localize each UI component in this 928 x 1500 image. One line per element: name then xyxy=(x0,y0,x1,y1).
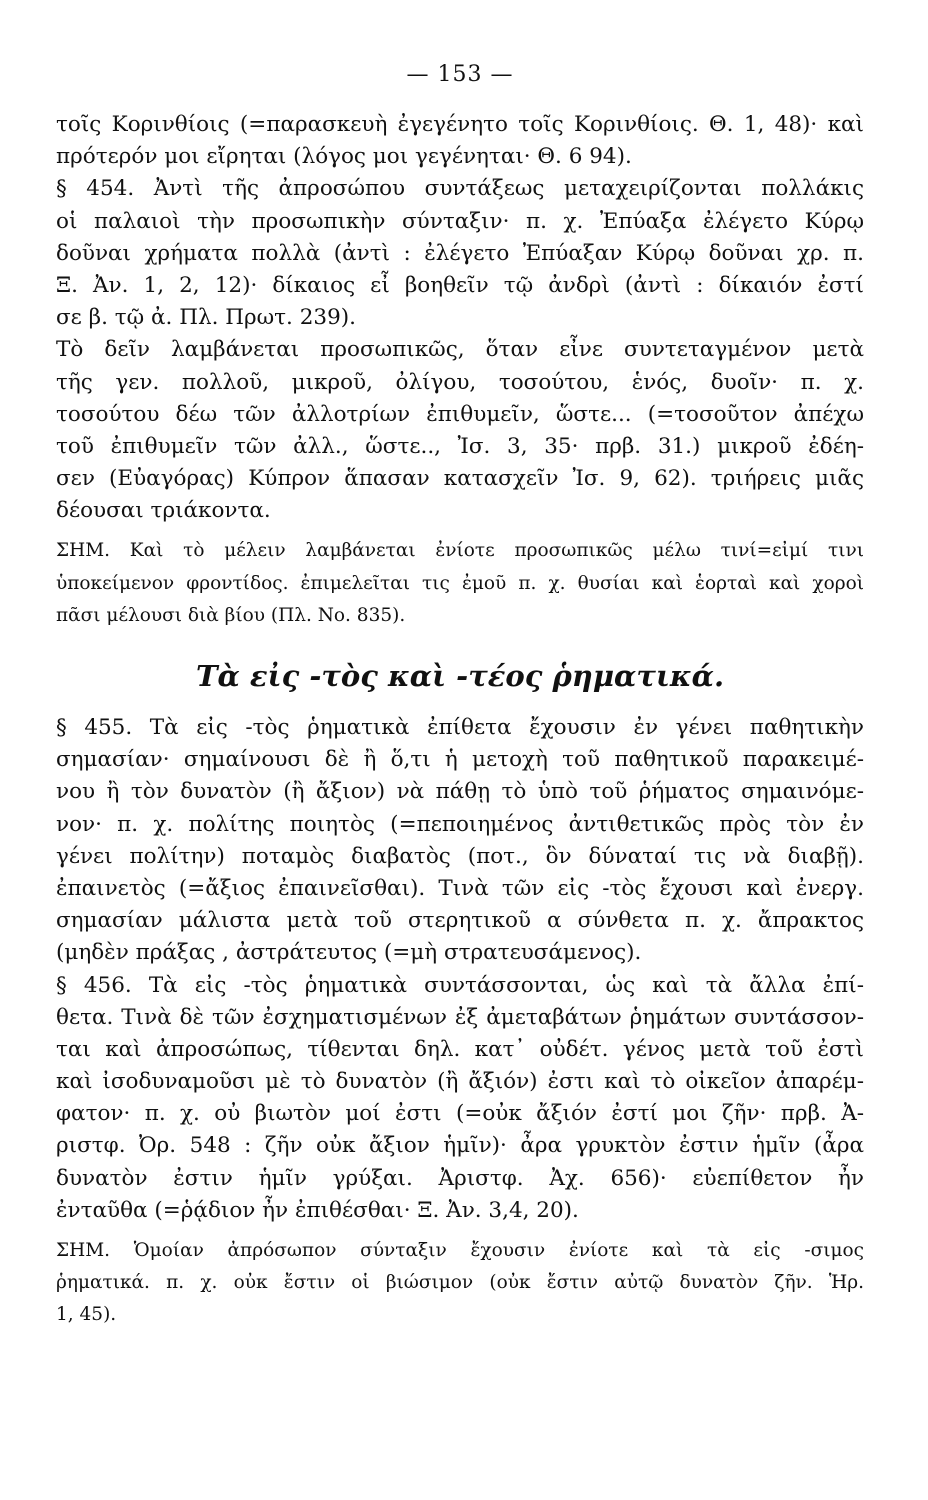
text-line: § 456. Τὰ εἰς -τὸς ῥηματικὰ συντάσσονται, ὡς καὶ τὰ ἄλλα ἐπί- xyxy=(56,972,864,998)
section-heading: Τὰ εἰς -τὸς καὶ -τέος ῥηματικά. xyxy=(195,659,725,693)
text-line: § 455. Τὰ εἰς -τὸς ῥηματικὰ ἐπίθετα ἔχουσιν ἐν γένει παθητικὴν xyxy=(56,715,864,740)
section-455 xyxy=(56,712,864,970)
text-line: νον· π. χ. πολίτης ποιητὸς (=πεποιημένος ἀντιθετικῶς πρὸς τὸν ἐν xyxy=(56,811,864,837)
text-line: πρότερόν μοι εἴρηται (λόγος μοι γεγένηται· Θ. 6 94). xyxy=(56,144,632,170)
note-line: ΣΗΜ. Ὁμοίαν ἀπρόσωπον σύνταξιν ἔχουσιν ἐνίοτε καὶ τὰ εἰς -σιμος xyxy=(56,1240,864,1261)
text-line: δοῦναι χρήματα πολλὰ (ἀντὶ : ἐλέγετο Ἐπύαξαν Κύρῳ δοῦναι χρ. π. xyxy=(56,240,864,266)
text-line: γένει πολίτην) ποταμὸς διαβατὸς (ποτ., ὃν δύναταί τις νὰ διαβῇ). xyxy=(56,843,864,869)
text-line: θετα. Τινὰ δὲ τῶν ἐσχηματισμένων ἐξ ἀμεταβάτων ῥημάτων συντάσσον- xyxy=(56,1004,864,1030)
page-number: — 153 — xyxy=(406,62,514,87)
text-line: ἐπαινετὸς (=ἄξιος ἐπαινεῖσθαι). Τινὰ τῶν εἰς -τὸς ἔχουσι καὶ ἐνεργ. xyxy=(56,875,864,901)
note-line: ὑποκείμενον φροντίδος. ἐπιμελεῖται τις ἐμοῦ π. χ. θυσίαι καὶ ἑορταὶ καὶ χοροὶ xyxy=(56,572,864,594)
text-line: σημασίαν· σημαίνουσι δὲ ἢ ὅ,τι ἡ μετοχὴ τοῦ παθητικοῦ παρακειμέ- xyxy=(56,747,864,773)
note-line: πᾶσι μέλουσι διὰ βίου (Πλ. Νο. 835). xyxy=(56,604,406,626)
text-line: δυνατὸν ἐστιν ἡμῖν γρύξαι. Ἀριστφ. Ἀχ. 656)· εὐεπίθετον ἦν xyxy=(56,1165,864,1191)
text-line: ται καὶ ἀπροσώπως, τίθενται δηλ. κατ᾽ οὐδέτ. γένος μετὰ τοῦ ἐστὶ xyxy=(56,1036,864,1062)
text-line: νου ἢ τὸν δυνατὸν (ἢ ἄξιον) νὰ πάθῃ τὸ ὑπὸ τοῦ ῥήματος σημαινόμε- xyxy=(56,779,864,805)
paragraph-dein xyxy=(56,334,864,527)
note-melein xyxy=(56,535,864,632)
text-line: σημασίαν μάλιστα μετὰ τοῦ στερητικοῦ α σύνθετα π. χ. ἄπρακτος xyxy=(56,908,864,934)
text-line: οἱ παλαιοὶ τὴν προσωπικὴν σύνταξιν· π. χ. Ἐπύαξα ἐλέγετο Κύρῳ xyxy=(56,208,864,234)
text-line: (μηδὲν πράξας , ἀστράτευτος (=μὴ στρατευσάμενος). xyxy=(56,940,642,966)
text-line: σε β. τῷ ἀ. Πλ. Πρωτ. 239). xyxy=(56,305,356,331)
note-line: ῥηματικά. π. χ. οὐκ ἔστιν οἱ βιώσιμον (οὐκ ἔστιν αὐτῷ δυνατὸν ζῆν. Ἡρ. xyxy=(56,1272,864,1294)
text-line: ἐνταῦθα (=ῥᾴδιον ἦν ἐπιθέσθαι· Ξ. Ἀν. 3,4, 20). xyxy=(56,1197,579,1223)
text-line: Ξ. Ἀν. 1, 2, 12)· δίκαιος εἶ βοηθεῖν τῷ ἀνδρὶ (ἀντὶ : δίκαιόν ἐστί xyxy=(56,272,864,298)
text-line: δέουσαι τριάκοντα. xyxy=(56,498,271,524)
text-line: φατον· π. χ. οὐ βιωτὸν μοί ἐστι (=οὐκ ἄξιόν ἐστί μοι ζῆν· πρβ. Ἀ- xyxy=(56,1101,864,1127)
note-simos xyxy=(56,1235,864,1332)
text-line: τοῦ ἐπιθυμεῖν τῶν ἀλλ., ὥστε.., Ἰσ. 3, 35· πρβ. 31.) μικροῦ ἐδέη- xyxy=(56,433,864,459)
text-line: σεν (Εὐαγόρας) Κύπρον ἅπασαν κατασχεῖν Ἰσ. 9, 62). τριήρεις μιᾶς xyxy=(56,466,864,492)
text-line: τῆς γεν. πολλοῦ, μικροῦ, ὀλίγου, τοσούτου, ἑνός, δυοῖν· π. χ. xyxy=(56,369,864,395)
text-line: τοῖς Κορινθίοις (=παρασκευὴ ἐγεγένητο τοῖς Κορινθίοις. Θ. 1, 48)· καὶ xyxy=(56,112,864,137)
text-line: ριστφ. Ὀρ. 548 : ζῆν οὐκ ἄξιον ἡμῖν)· ἆρα γρυκτὸν ἐστιν ἡμῖν (ἆρα xyxy=(56,1133,864,1159)
note-line: ΣΗΜ. Καὶ τὸ μέλειν λαμβάνεται ἐνίοτε προσωπικῶς μέλω τινί=εἰμί τινι xyxy=(56,540,864,562)
text-line: Τὸ δεῖν λαμβάνεται προσωπικῶς, ὅταν εἶνε συντεταγμένον μετὰ xyxy=(56,337,864,363)
text-line: καὶ ἰσοδυναμοῦσι μὲ τὸ δυνατὸν (ἢ ἄξιόν) ἐστι καὶ τὸ οἰκεῖον ἀπαρέμ- xyxy=(56,1069,864,1095)
text-line: § 454. Ἀντὶ τῆς ἀπροσώπου συντάξεως μεταχειρίζονται πολλάκις xyxy=(56,176,864,202)
text-line: τοσούτου δέω τῶν ἀλλοτρίων ἐπιθυμεῖν, ὥστε... (=τοσοῦτον ἀπέχω xyxy=(56,401,864,427)
section-456 xyxy=(56,970,864,1228)
note-line: 1, 45). xyxy=(56,1304,117,1326)
section-453-continuation xyxy=(56,109,864,334)
